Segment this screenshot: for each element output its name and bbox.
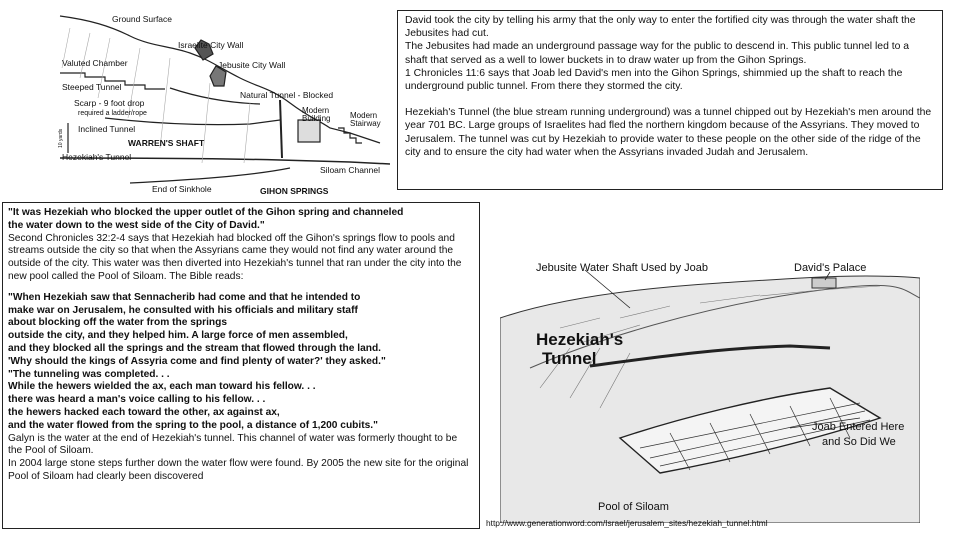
label-modern-stairway-2: Stairway bbox=[350, 119, 381, 128]
david-city-text-box bbox=[397, 10, 943, 190]
label-natural-tunnel: Natural Tunnel - Blocked bbox=[240, 90, 334, 100]
label-modern-building: Modern bbox=[302, 106, 330, 115]
paragraph: Galyn is the water at the end of Hezekiah's tunnel. This channel of water was formerly thought to be the Pool of Siloam. bbox=[8, 432, 458, 457]
label-gihon-springs: GIHON SPRINGS bbox=[260, 186, 329, 196]
hezekiah-tunnel-illustration bbox=[500, 248, 920, 523]
verse-line: "When Hezekiah saw that Sennacherib had come and that he intended to bbox=[8, 291, 361, 303]
warrens-shaft-diagram bbox=[50, 8, 395, 198]
verse-line: the hewers hacked each toward the other, ax against ax, bbox=[8, 406, 280, 418]
label-pool-siloam: Pool of Siloam bbox=[598, 501, 669, 513]
label-hezekiahs-tunnel: Hezekiah's Tunnel bbox=[62, 152, 132, 162]
verse-line: make war on Jerusalem, he consulted with his officials and military staff bbox=[8, 304, 358, 316]
label-modern-stairway: Modern bbox=[350, 111, 378, 120]
label-joab-entered-2: and So Did We bbox=[822, 436, 896, 448]
label-scarp: Scarp - 9 foot drop bbox=[74, 98, 145, 108]
verse-line: there was heard a man's voice calling to his fellow. . . bbox=[8, 394, 266, 406]
verse-line: outside the city, and they helped him. A large force of men assembled, bbox=[8, 330, 348, 342]
label-hezekiahs-tunnel-1: Hezekiah's bbox=[536, 330, 624, 349]
verse-line: While the hewers wielded the ax, each man toward his fellow. . . bbox=[8, 381, 316, 393]
label-israelite-wall: Israelite City Wall bbox=[178, 40, 244, 50]
label-end-sinkhole: End of Sinkhole bbox=[152, 184, 212, 194]
hezekiah-text-box bbox=[2, 202, 480, 529]
verse-line: 'Why should the kings of Assyria come and find plenty of water?' they asked." bbox=[8, 355, 386, 367]
label-jebusite-shaft: Jebusite Water Shaft Used by Joab bbox=[536, 262, 709, 274]
label-davids-palace: David's Palace bbox=[794, 262, 867, 274]
paragraph: 1 Chronicles 11:6 says that Joab led David's men into the Gihon Springs, shimmied up the shaft to reach the underground public tunnel. From there they stormed the city. bbox=[405, 67, 903, 93]
paragraph: Second Chronicles 32:2-4 says that Hezekiah had blocked off the Gihon's springs flow to pools and streams outside the city so that when the Assyrians came they would not find any water around the outside of the city. This water was then diverted into Hezekiah's tunnel that ran under the city into the new pool called the Pool of Siloam. The Bible reads: bbox=[8, 232, 462, 282]
verse-line: "The tunneling was completed. . . bbox=[8, 368, 170, 380]
label-scarp-sub: required a ladder/rope bbox=[78, 110, 147, 117]
paragraph: David took the city by telling his army that the only way to enter the fortified city was through the water shaft the Jebusites had cut. bbox=[405, 15, 916, 40]
paragraph: In 2004 large stone steps further down the water flow were found. By 2005 the new site for the original Pool of Siloam had clearly been discovered bbox=[8, 458, 469, 482]
label-stepped-tunnel: Steeped Tunnel bbox=[62, 82, 122, 92]
label-warrens-shaft: WARREN'S SHAFT bbox=[128, 138, 205, 148]
label-hezekiahs-tunnel-2: Tunnel bbox=[542, 349, 597, 368]
label-jebusite-wall: Jebusite City Wall bbox=[218, 60, 286, 70]
verse-line: and they blocked all the springs and the stream that flowed through the land. bbox=[8, 342, 382, 354]
label-siloam-channel: Siloam Channel bbox=[320, 165, 381, 175]
paragraph: Hezekiah's Tunnel (the blue stream running underground) was a tunnel chipped out by Hezekiah's men around the year 701 BC. Large groups of Israelites had fled the northern kingdom because of the Assyrians. They moved to Jerusalem. The tunnel was cut by Hezekiah to provide water to these people on the other side of the ridge of the city and to ensure the city had water when the Assyrians invaded Judah and Jerusalem. bbox=[405, 107, 932, 158]
label-joab-entered-1: Joab Entered Here bbox=[812, 421, 905, 433]
quote-line: the water down to the west side of the City of David." bbox=[8, 219, 265, 231]
verse-line: about blocking off the water from the springs bbox=[8, 317, 228, 329]
quote-line: "It was Hezekiah who blocked the upper outlet of the Gihon spring and channeled bbox=[8, 207, 404, 218]
label-scale: 10 yards bbox=[58, 128, 64, 148]
source-link[interactable]: http://www.generationword.com/Israel/jerusalem_sites/hezekiah_tunnel.html bbox=[486, 518, 768, 528]
verse-line: and the water flowed from the spring to the pool, a distance of 1,200 cubits." bbox=[8, 419, 378, 431]
paragraph: The Jebusites had made an underground passage way for the public to descend in. This public tunnel led to a shaft that served as a well to lower buckets in to draw water up from the Gihon Springs. bbox=[405, 41, 910, 66]
label-ground-surface: Ground Surface bbox=[112, 14, 173, 24]
label-inclined-tunnel: Inclined Tunnel bbox=[78, 124, 136, 134]
label-modern-building-2: Building bbox=[302, 114, 331, 123]
label-vaulted-chamber: Valuted Chamber bbox=[62, 58, 128, 68]
